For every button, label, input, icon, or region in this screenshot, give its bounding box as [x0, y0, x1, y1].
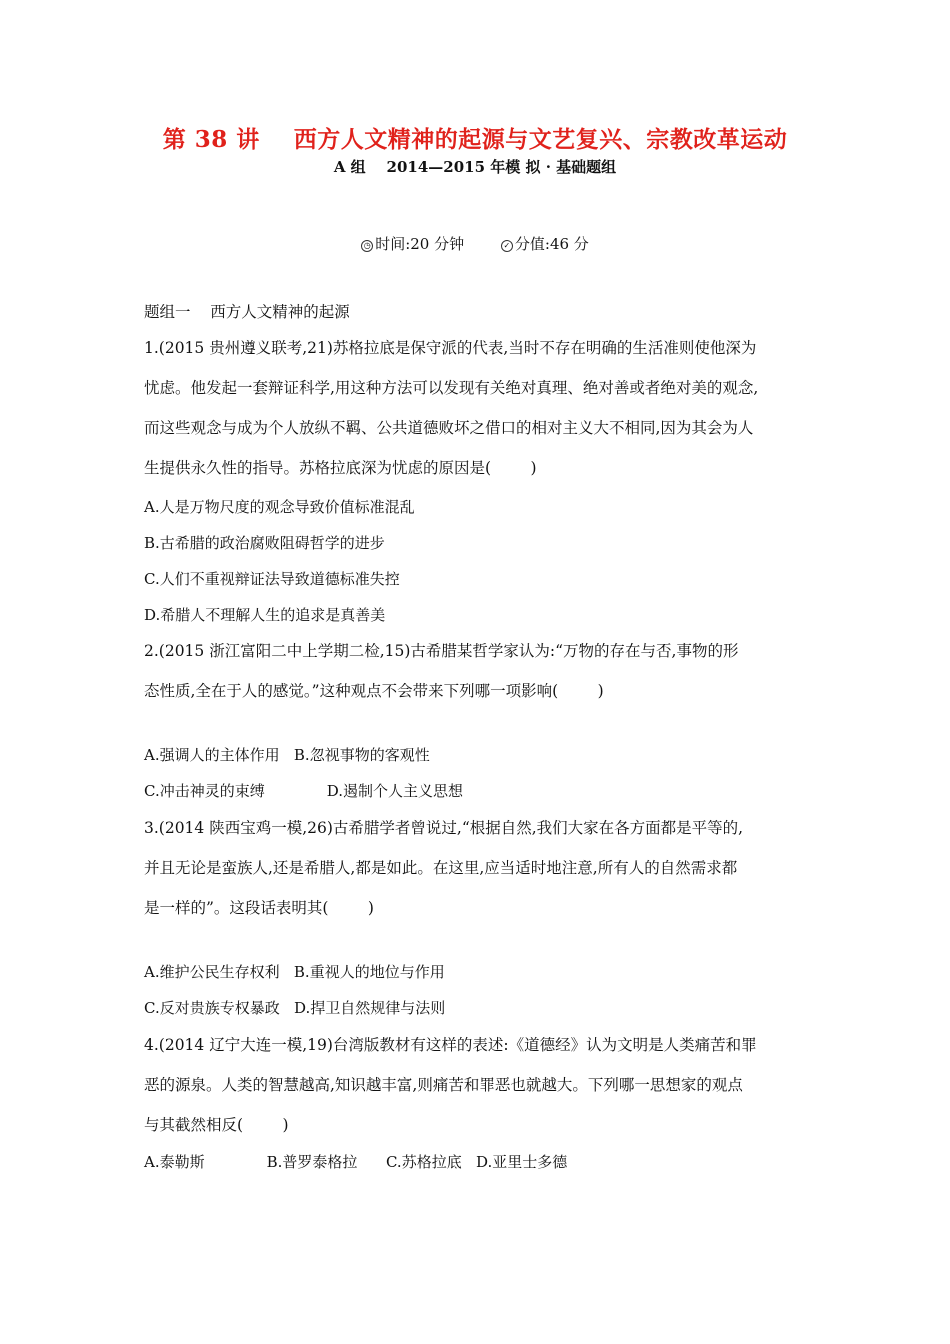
question-2-options-cd: C.冲击神灵的束缚 D.遏制个人主义思想: [144, 782, 463, 800]
page-subtitle: A 组 2014—2015 年模 拟 · 基础题组: [333, 158, 617, 176]
question-1-option-d: D.希腊人不理解人生的追求是真善美: [144, 606, 386, 624]
question-3-text: 是一样的”。这段话表明其( ): [144, 899, 374, 917]
question-1-text: 生提供永久性的指导。苏格拉底深为忧虑的原因是( ): [144, 459, 537, 477]
check-circle-icon: ✓: [501, 240, 513, 252]
question-4-text: 恶的源泉。人类的智慧越高,知识越丰富,则痛苦和罪恶也就越大。下列哪一思想家的观点: [144, 1076, 743, 1094]
question-2-text: 2.(2015 浙江富阳二中上学期二检,15)古希腊某哲学家认为:“万物的存在与否,事物的形: [144, 642, 739, 660]
exam-meta: [0, 233, 950, 254]
question-1-text: 1.(2015 贵州遵义联考,21)苏格拉底是保守派的代表,当时不存在明确的生活准则使他深为: [144, 339, 757, 357]
time-text: 时间:20 分钟: [375, 235, 465, 253]
question-1-text: 忧虑。他发起一套辩证科学,用这种方法可以发现有关绝对真理、绝对善或者绝对美的观念,: [144, 379, 759, 397]
clock-icon: ◷: [361, 240, 373, 252]
question-2-options-ab: A.强调人的主体作用 B.忽视事物的客观性: [144, 746, 430, 764]
question-1-option-c: C.人们不重视辩证法导致道德标准失控: [144, 570, 400, 588]
score-text: 分值:46 分: [514, 235, 589, 253]
question-3-options-cd: C.反对贵族专权暴政 D.捍卫自然规律与法则: [144, 999, 446, 1017]
page-title: 第 38 讲 西方人文精神的起源与文艺复兴、宗教改革运动: [162, 126, 788, 153]
score-total: [501, 233, 589, 254]
question-4-text: 与其截然相反( ): [144, 1116, 289, 1134]
question-1-option-b: B.古希腊的政治腐败阻碍哲学的进步: [144, 534, 385, 552]
time-limit: [361, 233, 464, 254]
section-heading: 题组一 西方人文精神的起源: [144, 303, 350, 321]
question-3-options-ab: A.维护公民生存权利 B.重视人的地位与作用: [144, 963, 445, 981]
question-2-text: 态性质,全在于人的感觉。”这种观点不会带来下列哪一项影响( ): [144, 682, 604, 700]
question-4-text: 4.(2014 辽宁大连一模,19)台湾版教材有这样的表述:《道德经》认为文明是人类痛苦和罪: [144, 1036, 757, 1054]
question-3-text: 3.(2014 陕西宝鸡一模,26)古希腊学者曾说过,“根据自然,我们大家在各方面都是平等的,: [144, 819, 744, 837]
question-1-option-a: A.人是万物尺度的观念导致价值标准混乱: [144, 498, 415, 516]
question-3-text: 并且无论是蛮族人,还是希腊人,都是如此。在这里,应当适时地注意,所有人的自然需求都: [144, 859, 738, 877]
question-4-options: A.泰勒斯 B.普罗泰格拉 C.苏格拉底 D.亚里士多德: [144, 1153, 568, 1171]
question-1-text: 而这些观念与成为个人放纵不羁、公共道德败坏之借口的相对主义大不相同,因为其会为人: [144, 419, 754, 437]
